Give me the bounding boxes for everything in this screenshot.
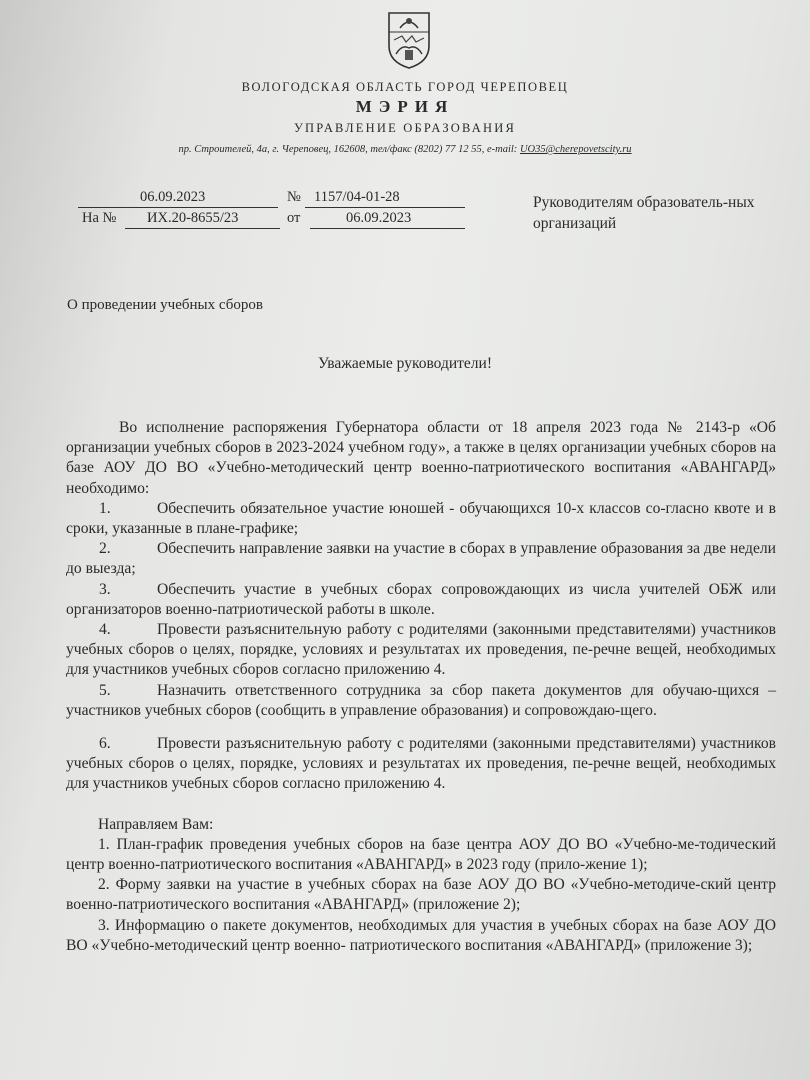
attachment-item: 1. План-график проведения учебных сборов на базе центра АОУ ДО ВО «Учебно-ме-тодический центр военно-патриотического воспитания «АВАНГАРД» в 2023 году (прило-жение 1); — [66, 835, 776, 874]
attachment-item: 3. Информацию о пакете документов, необходимых для участия в учебных сборах на базе АОУ ДО ВО «Учебно-методический центр военно- патриотического воспитания «АВАНГАРД» (приложение 3); — [66, 916, 776, 954]
header-region: ВОЛОГОДСКАЯ ОБЛАСТЬ ГОРОД ЧЕРЕПОВЕЦ — [241, 80, 569, 94]
greeting: Уважаемые руководители! — [318, 355, 492, 372]
item-text: Обеспечить обязательное участие юношей - обучающихся 10-х классов со-гласно квоте и в сроки, указанные в плане-графике; — [66, 499, 776, 538]
item-number: 4. — [99, 621, 111, 639]
address-text: пр. Строителей, 4а, г. Череповец, 162608, тел/факс (8202) 77 12 55, е-mail: — [178, 144, 520, 155]
email-link[interactable]: UO35@cherepovetscity.ru — [519, 144, 632, 155]
item-number: 1. — [99, 499, 111, 517]
header-department: УПРАВЛЕНИЕ ОБРАЗОВАНИЯ — [294, 121, 516, 135]
ref-number: ИХ.20-8655/23 — [147, 210, 239, 226]
intro-paragraph: Во исполнение распоряжения Губернатора области от 18 апреля 2023 года № 2143-р «Об организации учебных сборов в 2023-2024 учебном году», а также в целях организации учебных сборов на базе АОУ ДО ВО «Учебно-методический центр военно-патриотического воспитания «АВАНГАРД» необходимо: — [66, 419, 776, 497]
item-text: Обеспечить участие в учебных сборах сопровождающих из числа учителей ОБЖ или организаторов военно-патриотической работы в школе. — [66, 580, 776, 618]
list-item — [66, 681, 776, 721]
item-text: Назначить ответственного сотрудника за сбор пакета документов для обучаю-щихся –участников учебных сборов (сообщить в управление образования) и сопровождаю-щего. — [66, 681, 776, 719]
subject: О проведении учебных сборов — [67, 297, 263, 313]
registration-date: 06.09.2023 — [140, 189, 206, 205]
coat-of-arms-icon — [386, 10, 432, 70]
item-text: Провести разъяснительную работу с родителями (законными представителями) участников учебных сборов о целях, порядке, условиях и результатах их проведения, пе-речне вещей, необходимых для участников учебных сборов согласно приложению 4. — [66, 621, 776, 679]
number-label: № — [287, 189, 301, 205]
attachment-item: 2. Форму заявки на участие в учебных сборах на базе АОУ ДО ВО «Учебно-методиче-ский центр военно-патриотического воспитания «АВАНГАРД» (приложение 2); — [66, 876, 776, 914]
ref-date-underline — [310, 228, 465, 229]
item-number: 3. — [99, 580, 111, 598]
ref-label: На № — [82, 210, 117, 226]
recipient: Руководителям образователь-ных организаций — [533, 194, 755, 232]
item-number: 6. — [99, 735, 111, 753]
ref-date: 06.09.2023 — [346, 210, 412, 226]
item-text: Обеспечить направление заявки на участие в сборах в управление образования за две недели до выезда; — [66, 540, 776, 578]
header-mayor-office: МЭРИЯ — [355, 97, 455, 116]
from-label: от — [287, 210, 301, 226]
date-underline — [78, 207, 278, 208]
list-item — [66, 539, 776, 579]
list-item — [66, 499, 776, 539]
header-address — [0, 144, 810, 155]
list-item — [66, 734, 776, 795]
sending-label: Направляем Вам: — [98, 815, 214, 833]
number-underline — [305, 207, 465, 208]
list-item — [66, 620, 776, 681]
registration-number: 1157/04-01-28 — [314, 189, 400, 205]
item-number: 2. — [99, 540, 111, 558]
list-item — [66, 580, 776, 620]
item-text: Провести разъяснительную работу с родителями (законными представителями) участников учебных сборов о целях, порядке, условиях и результатах их проведения, пе-речне вещей, необходимых для участников учебных сборов согласно приложению 4. — [66, 735, 776, 793]
letter-body — [66, 418, 776, 956]
ref-underline — [125, 228, 280, 229]
item-number: 5. — [99, 681, 111, 699]
